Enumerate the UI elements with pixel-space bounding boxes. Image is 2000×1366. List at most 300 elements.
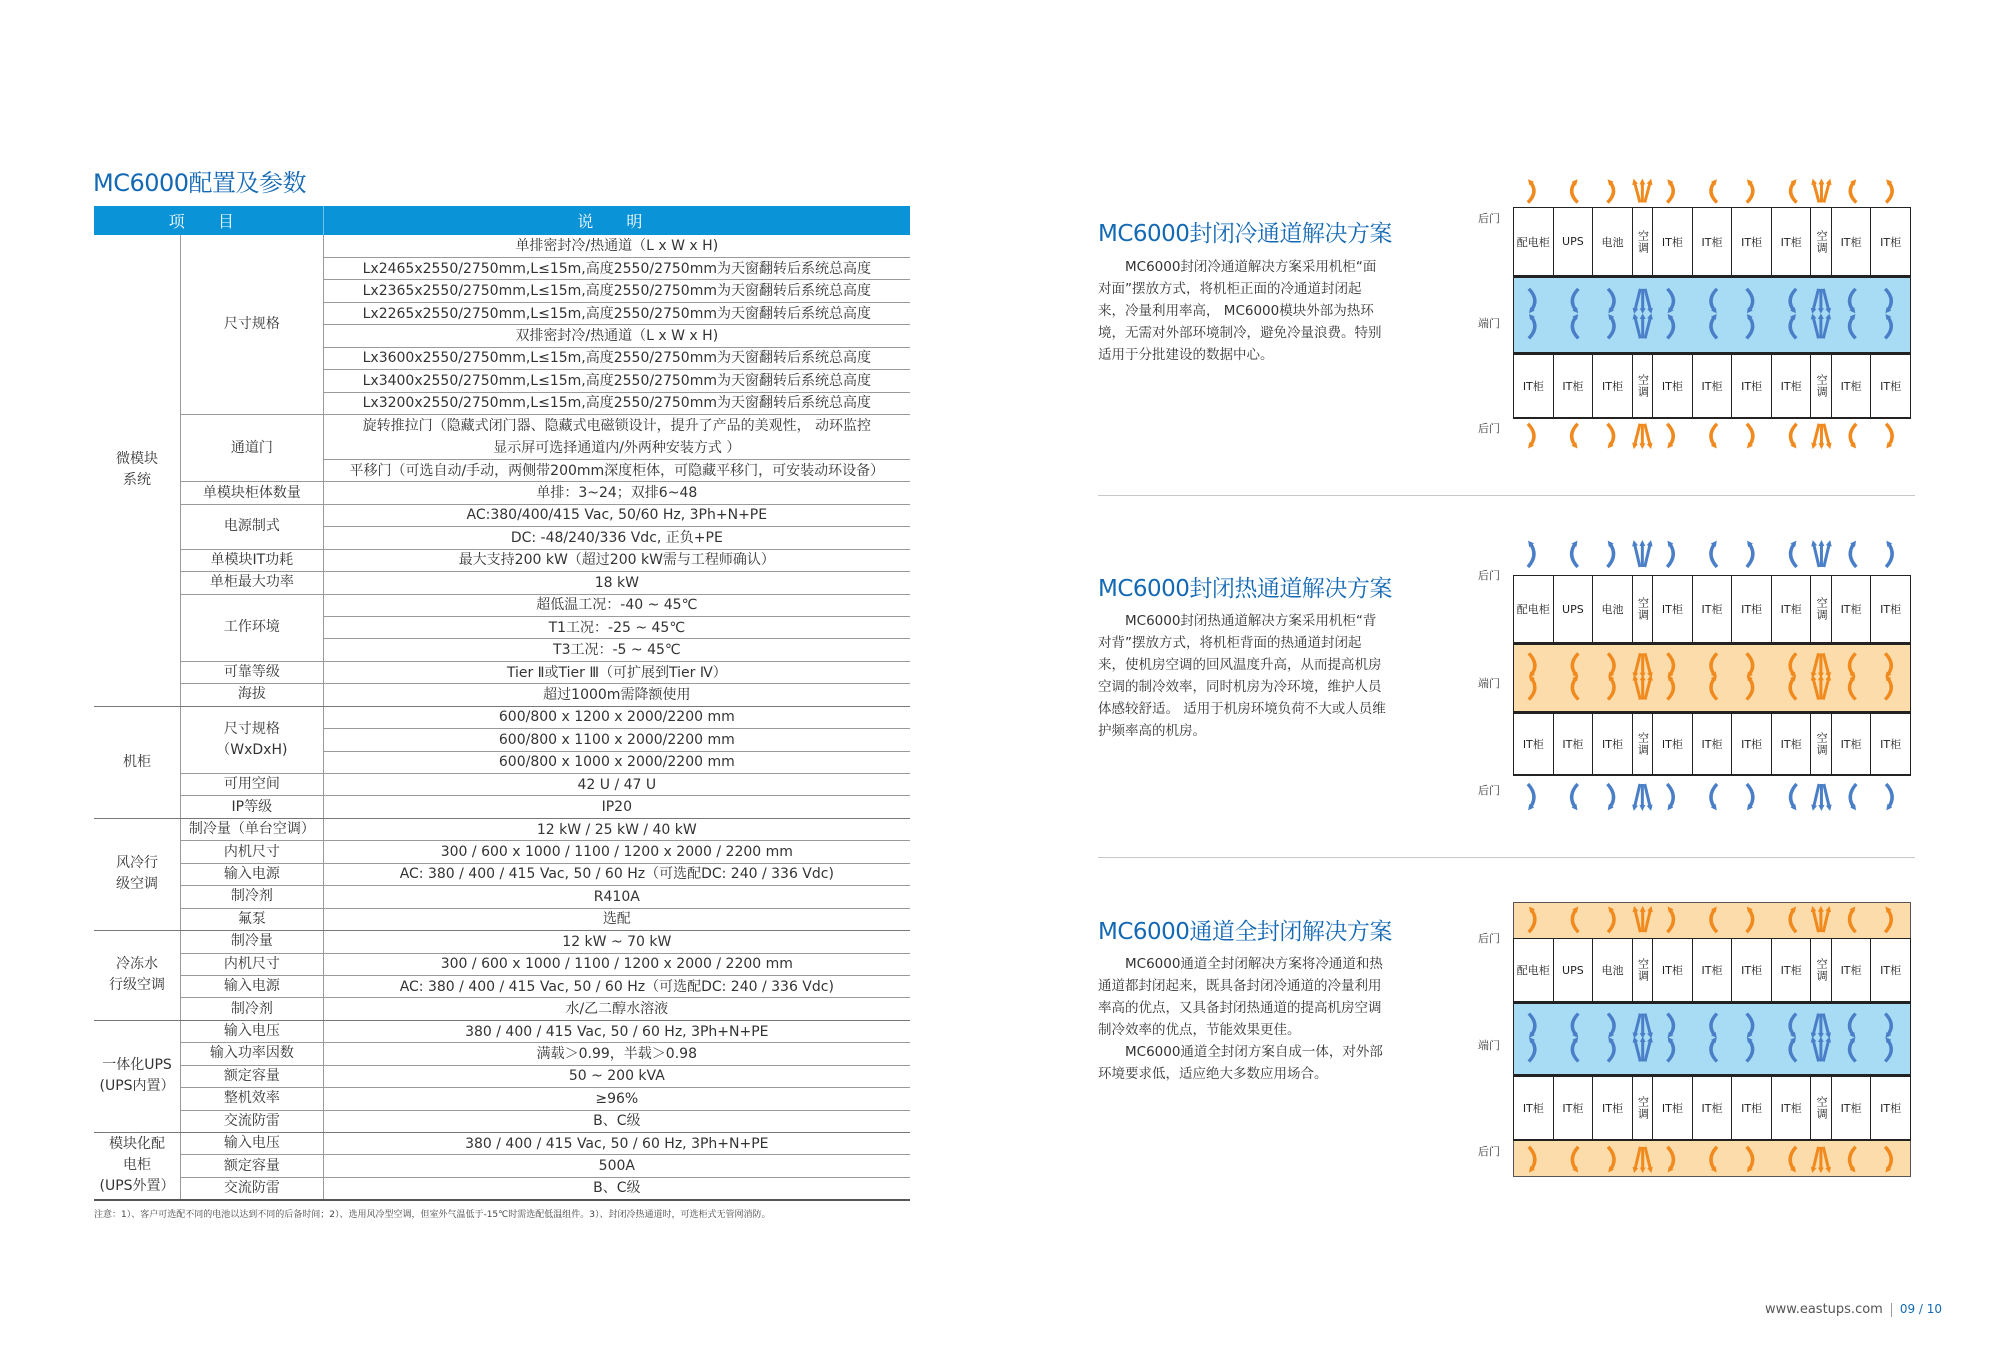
airflow-arrow xyxy=(1645,289,1651,311)
item-value: 12 kW ~ 70 kW xyxy=(323,931,910,953)
item-value: Lx3400x2550/2750mm,L≤15m,高度2550/2750mm为天窗翻转后系统总高度 xyxy=(323,370,910,392)
cabinet: IT柜 xyxy=(1653,714,1693,774)
item-value: 600/800 x 1200 x 2000/2200 mm xyxy=(323,706,910,728)
outer-airflow-top xyxy=(1513,902,1911,938)
airflow-arrow xyxy=(1667,784,1673,808)
airflow-arrow xyxy=(1667,289,1673,311)
cabinet-row xyxy=(1513,1077,1911,1141)
airflow-arrow xyxy=(1790,289,1796,311)
outer-airflow-bottom xyxy=(1513,419,1911,451)
airflow-arrow xyxy=(1747,289,1753,311)
airflow-arrow xyxy=(1572,909,1578,932)
airflow-arrow xyxy=(1635,909,1641,932)
cabinet: IT柜 xyxy=(1832,714,1872,774)
page-title: MC6000配置及参数 xyxy=(93,169,307,197)
airflow-arrow xyxy=(1645,678,1651,700)
enclosed-aisle xyxy=(1513,275,1911,355)
outer-airflow-top xyxy=(1513,535,1911,575)
airflow-arrow xyxy=(1824,784,1830,808)
airflow-arrow xyxy=(1747,1147,1753,1170)
cabinet: IT柜 xyxy=(1772,939,1812,1001)
cabinet: UPS xyxy=(1554,208,1594,275)
airflow-arrow xyxy=(1645,784,1651,808)
airflow-arrow xyxy=(1608,182,1614,203)
item-value: T1工况：-25 ~ 45℃ xyxy=(323,616,910,638)
cabinet: IT柜 xyxy=(1514,714,1554,774)
airflow-arrow xyxy=(1634,424,1640,446)
airflow-arrow xyxy=(1667,424,1673,446)
cabinet: IT柜 xyxy=(1732,355,1772,417)
group-label: 冷冻水 行级空调 xyxy=(94,931,181,1021)
item-value: 300 / 600 x 1000 / 1100 / 1200 x 2000 / 2200 mm xyxy=(323,841,910,863)
item-value: 12 kW / 25 kW / 40 kW xyxy=(323,818,910,840)
item-value: 超低温工况：-40 ~ 45℃ xyxy=(323,594,910,616)
airflow-arrow xyxy=(1608,784,1614,808)
item-value: Lx2465x2550/2750mm,L≤15m,高度2550/2750mm为天窗翻转后系统总高度 xyxy=(323,257,910,279)
airflow-arrow xyxy=(1711,1039,1717,1061)
item-value: 显示屏可选择通道内/外两种安装方式 ） xyxy=(323,437,910,459)
solution-description xyxy=(1098,610,1388,742)
cabinet-row xyxy=(1513,714,1911,776)
airflow-arrow xyxy=(1529,909,1535,932)
airflow-arrow xyxy=(1850,678,1856,700)
airflow-arrow xyxy=(1635,1039,1641,1061)
item-label: 输入电源 xyxy=(181,863,324,885)
item-value: ≥96% xyxy=(323,1088,910,1110)
airflow-arrow xyxy=(1823,1039,1829,1061)
cabinet: 电池 xyxy=(1593,576,1633,642)
aisle-diagram xyxy=(1513,902,1911,1177)
airflow-arrow xyxy=(1711,653,1717,675)
airflow-arrow xyxy=(1572,784,1578,808)
item-label: 电源制式 xyxy=(181,504,324,549)
cabinet: IT柜 xyxy=(1772,208,1812,275)
table-row xyxy=(94,1177,910,1200)
airflow-arrow xyxy=(1572,316,1578,338)
air-conditioner-cabinet: 空调 xyxy=(1633,714,1653,774)
airflow-arrow xyxy=(1823,1014,1829,1036)
airflow-arrow xyxy=(1711,678,1717,700)
airflow-arrow xyxy=(1850,1147,1856,1170)
airflow-arrow xyxy=(1886,182,1892,203)
rear-door-label: 后门 xyxy=(1478,569,1500,582)
airflow-arrow xyxy=(1747,1039,1753,1061)
aisle-diagram xyxy=(1513,535,1911,816)
airflow-arrow xyxy=(1813,784,1819,808)
item-value: 单排密封冷/热通道（L x W x H) xyxy=(323,235,910,257)
rear-door-label: 后门 xyxy=(1478,932,1500,945)
airflow-arrow xyxy=(1824,424,1830,446)
item-label: 交流防雷 xyxy=(181,1110,324,1132)
airflow-arrow xyxy=(1667,182,1673,203)
cabinet: IT柜 xyxy=(1732,939,1772,1001)
item-label: 尺寸规格 xyxy=(181,235,324,415)
item-label: 尺寸规格 （WxDxH) xyxy=(181,706,324,773)
item-value: 18 kW xyxy=(323,572,910,594)
table-row xyxy=(94,1110,910,1132)
table-row xyxy=(94,886,910,908)
airflow-arrow xyxy=(1711,424,1717,446)
airflow-arrow xyxy=(1850,316,1856,338)
airflow-arrow xyxy=(1635,1147,1641,1170)
item-label: 制冷量（单台空调） xyxy=(181,818,324,840)
airflow-arrow xyxy=(1645,1147,1651,1170)
airflow-arrow xyxy=(1572,543,1578,567)
air-conditioner-cabinet: 空调 xyxy=(1811,939,1831,1001)
airflow-arrow xyxy=(1711,909,1717,932)
cabinet: IT柜 xyxy=(1732,576,1772,642)
item-label: 输入电压 xyxy=(181,1133,324,1155)
cabinet: IT柜 xyxy=(1832,576,1872,642)
item-label: 单模块IT功耗 xyxy=(181,549,324,571)
airflow-arrow xyxy=(1850,784,1856,808)
airflow-arrow xyxy=(1813,653,1819,675)
cabinet: 电池 xyxy=(1593,939,1633,1001)
table-row xyxy=(94,818,910,840)
end-door-label: 端门 xyxy=(1478,1039,1500,1052)
airflow-arrow xyxy=(1823,678,1829,700)
airflow-arrow xyxy=(1790,1147,1796,1170)
airflow-arrow xyxy=(1747,784,1753,808)
airflow-arrow xyxy=(1608,678,1614,700)
airflow-arrow xyxy=(1529,316,1535,338)
cabinet: IT柜 xyxy=(1772,576,1812,642)
paragraph: MC6000通道全封闭方案自成一体，对外部环境要求低，适应绝大多数应用场合。 xyxy=(1098,1044,1383,1082)
item-value: AC: 380 / 400 / 415 Vac, 50 / 60 Hz（可选配DC: 240 / 336 Vdc) xyxy=(323,975,910,997)
item-value: 50 ~ 200 kVA xyxy=(323,1065,910,1087)
item-label: 制冷剂 xyxy=(181,886,324,908)
airflow-arrow xyxy=(1667,1039,1673,1061)
item-label: 单模块柜体数量 xyxy=(181,482,324,504)
table-row xyxy=(94,706,910,728)
table-row xyxy=(94,482,910,504)
airflow-arrow xyxy=(1790,678,1796,700)
air-conditioner-cabinet: 空调 xyxy=(1811,208,1831,275)
airflow-arrow xyxy=(1572,678,1578,700)
airflow-arrow xyxy=(1885,909,1891,932)
airflow-arrow xyxy=(1667,1147,1673,1170)
airflow-arrow xyxy=(1885,289,1891,311)
table-row xyxy=(94,1065,910,1087)
item-label: 制冷剂 xyxy=(181,998,324,1020)
cabinet-row xyxy=(1513,355,1911,419)
cabinet: UPS xyxy=(1554,939,1594,1001)
table-row xyxy=(94,796,910,818)
aisle-diagram xyxy=(1513,177,1911,451)
item-value: 500A xyxy=(323,1155,910,1177)
end-door-label: 端门 xyxy=(1478,677,1500,690)
air-conditioner-cabinet: 空调 xyxy=(1633,208,1653,275)
footnote: 注意：1）、客户可选配不同的电池以达到不同的后备时间；2）、选用风冷型空调，但室外气温低于-15℃时需选配低温组件。3）、封闭冷热通道时，可选柜式无管网消防。 xyxy=(94,1210,771,1220)
cabinet: IT柜 xyxy=(1653,1077,1693,1139)
airflow-arrow xyxy=(1850,909,1856,932)
airflow-arrow xyxy=(1608,909,1614,932)
table-row xyxy=(94,661,910,683)
item-value: Lx3200x2550/2750mm,L≤15m,高度2550/2750mm为天窗翻转后系统总高度 xyxy=(323,392,910,414)
air-conditioner-cabinet: 空调 xyxy=(1633,1077,1653,1139)
airflow-arrow xyxy=(1885,1039,1891,1061)
table-row xyxy=(94,1020,910,1042)
cabinet: IT柜 xyxy=(1653,355,1693,417)
cabinet: IT柜 xyxy=(1593,355,1633,417)
cabinet: IT柜 xyxy=(1653,208,1693,275)
airflow-arrow xyxy=(1529,653,1535,675)
item-value: 300 / 600 x 1000 / 1100 / 1200 x 2000 / 2200 mm xyxy=(323,953,910,975)
cabinet: IT柜 xyxy=(1693,576,1733,642)
table-row xyxy=(94,1133,910,1155)
item-label: 氟泵 xyxy=(181,908,324,930)
cabinet: 配电柜 xyxy=(1514,576,1554,642)
table-row xyxy=(94,1043,910,1065)
table-row xyxy=(94,415,910,437)
airflow-arrow xyxy=(1667,909,1673,932)
airflow-arrow xyxy=(1791,424,1797,446)
cabinet-row xyxy=(1513,575,1911,642)
item-value: 600/800 x 1100 x 2000/2200 mm xyxy=(323,729,910,751)
item-value: B、C级 xyxy=(323,1177,910,1200)
airflow-arrow xyxy=(1747,909,1753,932)
cabinet: IT柜 xyxy=(1772,1077,1812,1139)
website-link[interactable]: www.eastups.com xyxy=(1765,1302,1883,1317)
group-label: 风冷行 级空调 xyxy=(94,818,181,930)
cabinet: IT柜 xyxy=(1693,355,1733,417)
airflow-arrow xyxy=(1572,1039,1578,1061)
solution-title: MC6000封闭冷通道解决方案 xyxy=(1098,221,1392,247)
airflow-arrow xyxy=(1529,1014,1535,1036)
table-row xyxy=(94,774,910,796)
airflow-arrow xyxy=(1747,182,1753,203)
airflow-arrow xyxy=(1885,1014,1891,1036)
cabinet: 配电柜 xyxy=(1514,208,1554,275)
item-value: Tier Ⅱ或Tier Ⅲ（可扩展到Tier Ⅳ） xyxy=(323,661,910,683)
item-value: Lx3600x2550/2750mm,L≤15m,高度2550/2750mm为天窗翻转后系统总高度 xyxy=(323,347,910,369)
item-value: 满载＞0.99，半载＞0.98 xyxy=(323,1043,910,1065)
cabinet: IT柜 xyxy=(1554,355,1594,417)
airflow-arrow xyxy=(1886,424,1892,446)
airflow-arrow xyxy=(1747,316,1753,338)
airflow-arrow xyxy=(1711,784,1717,808)
airflow-arrow xyxy=(1528,543,1534,567)
airflow-arrow xyxy=(1572,653,1578,675)
column-header-item: 项 目 xyxy=(94,206,323,235)
airflow-arrow xyxy=(1667,1014,1673,1036)
airflow-arrow xyxy=(1667,653,1673,675)
airflow-arrow xyxy=(1645,1014,1651,1036)
cabinet: IT柜 xyxy=(1871,939,1910,1001)
item-value: 双排密封冷/热通道（L x W x H) xyxy=(323,325,910,347)
footer xyxy=(1765,1302,1942,1317)
airflow-arrow xyxy=(1813,424,1819,446)
item-label: 输入电压 xyxy=(181,1020,324,1042)
cabinet: IT柜 xyxy=(1732,1077,1772,1139)
air-conditioner-cabinet: 空调 xyxy=(1811,1077,1831,1139)
cabinet: IT柜 xyxy=(1514,1077,1554,1139)
item-value: T3工况：-5 ~ 45℃ xyxy=(323,639,910,661)
airflow-arrow xyxy=(1529,678,1535,700)
airflow-arrow xyxy=(1528,182,1534,203)
airflow-arrow xyxy=(1790,1014,1796,1036)
airflow-arrow xyxy=(1634,182,1640,203)
airflow-arrow xyxy=(1529,289,1535,311)
airflow-arrow xyxy=(1608,316,1614,338)
item-label: 可用空间 xyxy=(181,774,324,796)
cabinet-row xyxy=(1513,207,1911,275)
airflow-arrow xyxy=(1850,543,1856,567)
rear-door-label: 后门 xyxy=(1478,422,1500,435)
airflow-arrow xyxy=(1850,424,1856,446)
airflow-arrow xyxy=(1608,1039,1614,1061)
item-label: 内机尺寸 xyxy=(181,953,324,975)
airflow-arrow xyxy=(1850,653,1856,675)
section-divider xyxy=(1098,857,1915,858)
group-label: 模块化配 电柜 (UPS外置） xyxy=(94,1133,181,1200)
solution-title: MC6000通道全封闭解决方案 xyxy=(1098,919,1392,945)
airflow-arrow xyxy=(1667,316,1673,338)
airflow-arrow xyxy=(1850,1039,1856,1061)
cabinet: IT柜 xyxy=(1653,939,1693,1001)
airflow-arrow xyxy=(1850,1014,1856,1036)
item-value: DC: -48/240/336 Vdc, 正负+PE xyxy=(323,527,910,549)
item-value: 水/乙二醇水溶液 xyxy=(323,998,910,1020)
item-value: 平移门（可选自动/手动，两侧带200mm深度柜体，可隐藏平移门，可安装动环设备） xyxy=(323,459,910,481)
cabinet: IT柜 xyxy=(1871,576,1910,642)
airflow-arrow xyxy=(1824,543,1830,567)
item-value: AC: 380 / 400 / 415 Vac, 50 / 60 Hz（可选配DC: 240 / 336 Vdc) xyxy=(323,863,910,885)
table-row xyxy=(94,684,910,706)
cabinet: IT柜 xyxy=(1693,939,1733,1001)
cabinet: IT柜 xyxy=(1593,1077,1633,1139)
item-label: 可靠等级 xyxy=(181,661,324,683)
airflow-arrow xyxy=(1635,653,1641,675)
table-row xyxy=(94,931,910,953)
airflow-arrow xyxy=(1608,653,1614,675)
airflow-arrow xyxy=(1645,1039,1651,1061)
airflow-arrow xyxy=(1791,784,1797,808)
airflow-arrow xyxy=(1645,182,1651,203)
item-label: IP等级 xyxy=(181,796,324,818)
cabinet: IT柜 xyxy=(1871,1077,1910,1139)
airflow-arrow xyxy=(1813,678,1819,700)
rear-door-label: 后门 xyxy=(1478,1145,1500,1158)
item-value: 最大支持200 kW（超过200 kW需与工程师确认） xyxy=(323,549,910,571)
item-value: B、C级 xyxy=(323,1110,910,1132)
table-row xyxy=(94,572,910,594)
airflow-arrow xyxy=(1572,1147,1578,1170)
airflow-arrow xyxy=(1529,1039,1535,1061)
airflow-arrow xyxy=(1635,678,1641,700)
airflow-arrow xyxy=(1790,1039,1796,1061)
airflow-arrow xyxy=(1813,909,1819,932)
airflow-arrow xyxy=(1667,543,1673,567)
item-value: Lx2365x2550/2750mm,L≤15m,高度2550/2750mm为天窗翻转后系统总高度 xyxy=(323,280,910,302)
airflow-arrow xyxy=(1608,289,1614,311)
cabinet: 电池 xyxy=(1593,208,1633,275)
airflow-arrow xyxy=(1813,1014,1819,1036)
airflow-arrow xyxy=(1608,1014,1614,1036)
cabinet: UPS xyxy=(1554,576,1594,642)
cabinet: IT柜 xyxy=(1554,714,1594,774)
airflow-arrow xyxy=(1711,289,1717,311)
table-row xyxy=(94,504,910,526)
item-label: 内机尺寸 xyxy=(181,841,324,863)
air-conditioner-cabinet: 空调 xyxy=(1633,939,1653,1001)
cabinet-row xyxy=(1513,938,1911,1001)
airflow-arrow xyxy=(1645,316,1651,338)
airflow-arrow xyxy=(1572,1014,1578,1036)
airflow-arrow xyxy=(1813,182,1819,203)
airflow-arrow xyxy=(1608,424,1614,446)
cabinet: IT柜 xyxy=(1693,208,1733,275)
airflow-arrow xyxy=(1634,543,1640,567)
item-value: 超过1000m需降额使用 xyxy=(323,684,910,706)
cabinet: 配电柜 xyxy=(1514,939,1554,1001)
item-value: Lx2265x2550/2750mm,L≤15m,高度2550/2750mm为天窗翻转后系统总高度 xyxy=(323,302,910,324)
cabinet: IT柜 xyxy=(1832,1077,1872,1139)
item-value: 600/800 x 1000 x 2000/2200 mm xyxy=(323,751,910,773)
airflow-arrow xyxy=(1813,289,1819,311)
table-row xyxy=(94,235,910,257)
enclosed-aisle xyxy=(1513,1001,1911,1077)
table-row xyxy=(94,998,910,1020)
table-row xyxy=(94,594,910,616)
outer-airflow-bottom xyxy=(1513,776,1911,816)
item-label: 额定容量 xyxy=(181,1155,324,1177)
air-conditioner-cabinet: 空调 xyxy=(1811,714,1831,774)
airflow-arrow xyxy=(1813,1039,1819,1061)
airflow-arrow xyxy=(1824,182,1830,203)
airflow-arrow xyxy=(1850,289,1856,311)
air-conditioner-cabinet: 空调 xyxy=(1633,576,1653,642)
airflow-arrow xyxy=(1645,653,1651,675)
outer-airflow-top xyxy=(1513,177,1911,207)
cabinet: IT柜 xyxy=(1871,208,1910,275)
page-number: 09 / 10 xyxy=(1899,1302,1943,1316)
cabinet: IT柜 xyxy=(1832,939,1872,1001)
airflow-arrow xyxy=(1790,909,1796,932)
airflow-arrow xyxy=(1572,182,1578,203)
air-conditioner-cabinet: 空调 xyxy=(1811,576,1831,642)
table-row xyxy=(94,975,910,997)
airflow-arrow xyxy=(1711,1147,1717,1170)
cabinet: IT柜 xyxy=(1871,714,1910,774)
end-door-label: 端门 xyxy=(1478,317,1500,330)
airflow-arrow xyxy=(1823,289,1829,311)
item-value: 选配 xyxy=(323,908,910,930)
item-label: 工作环境 xyxy=(181,594,324,661)
paragraph: MC6000封闭冷通道解决方案采用机柜“面对面”摆放方式，将机柜正面的冷通道封闭起来，冷量利用率高， MC6000模块外部为热环境，无需对外部环境制冷，避免冷量浪费。特别适用于分批建设的数据中心。 xyxy=(1098,259,1382,363)
solution-description xyxy=(1098,953,1388,1085)
airflow-arrow xyxy=(1823,316,1829,338)
airflow-arrow xyxy=(1528,784,1534,808)
table-row xyxy=(94,1155,910,1177)
enclosed-aisle xyxy=(1513,642,1911,714)
airflow-arrow xyxy=(1886,543,1892,567)
airflow-arrow xyxy=(1667,678,1673,700)
item-label: 海拔 xyxy=(181,684,324,706)
solution-description xyxy=(1098,256,1388,366)
airflow-arrow xyxy=(1711,543,1717,567)
airflow-arrow xyxy=(1645,909,1651,932)
table-row xyxy=(94,908,910,930)
paragraph: MC6000封闭热通道解决方案采用机柜“背对背”摆放方式，将机柜背面的热通道封闭起来，使机房空调的回风温度升高，从而提高机房空调的制冷效率，同时机房为冷环境，维护人员体感较舒适。 适用于机房环境负荷不大或人员维护频率高的机房。 xyxy=(1098,613,1386,739)
airflow-arrow xyxy=(1529,1147,1535,1170)
airflow-arrow xyxy=(1645,543,1651,567)
airflow-arrow xyxy=(1572,424,1578,446)
table-row xyxy=(94,549,910,571)
airflow-arrow xyxy=(1747,543,1753,567)
group-label: 机柜 xyxy=(94,706,181,818)
airflow-arrow xyxy=(1823,909,1829,932)
